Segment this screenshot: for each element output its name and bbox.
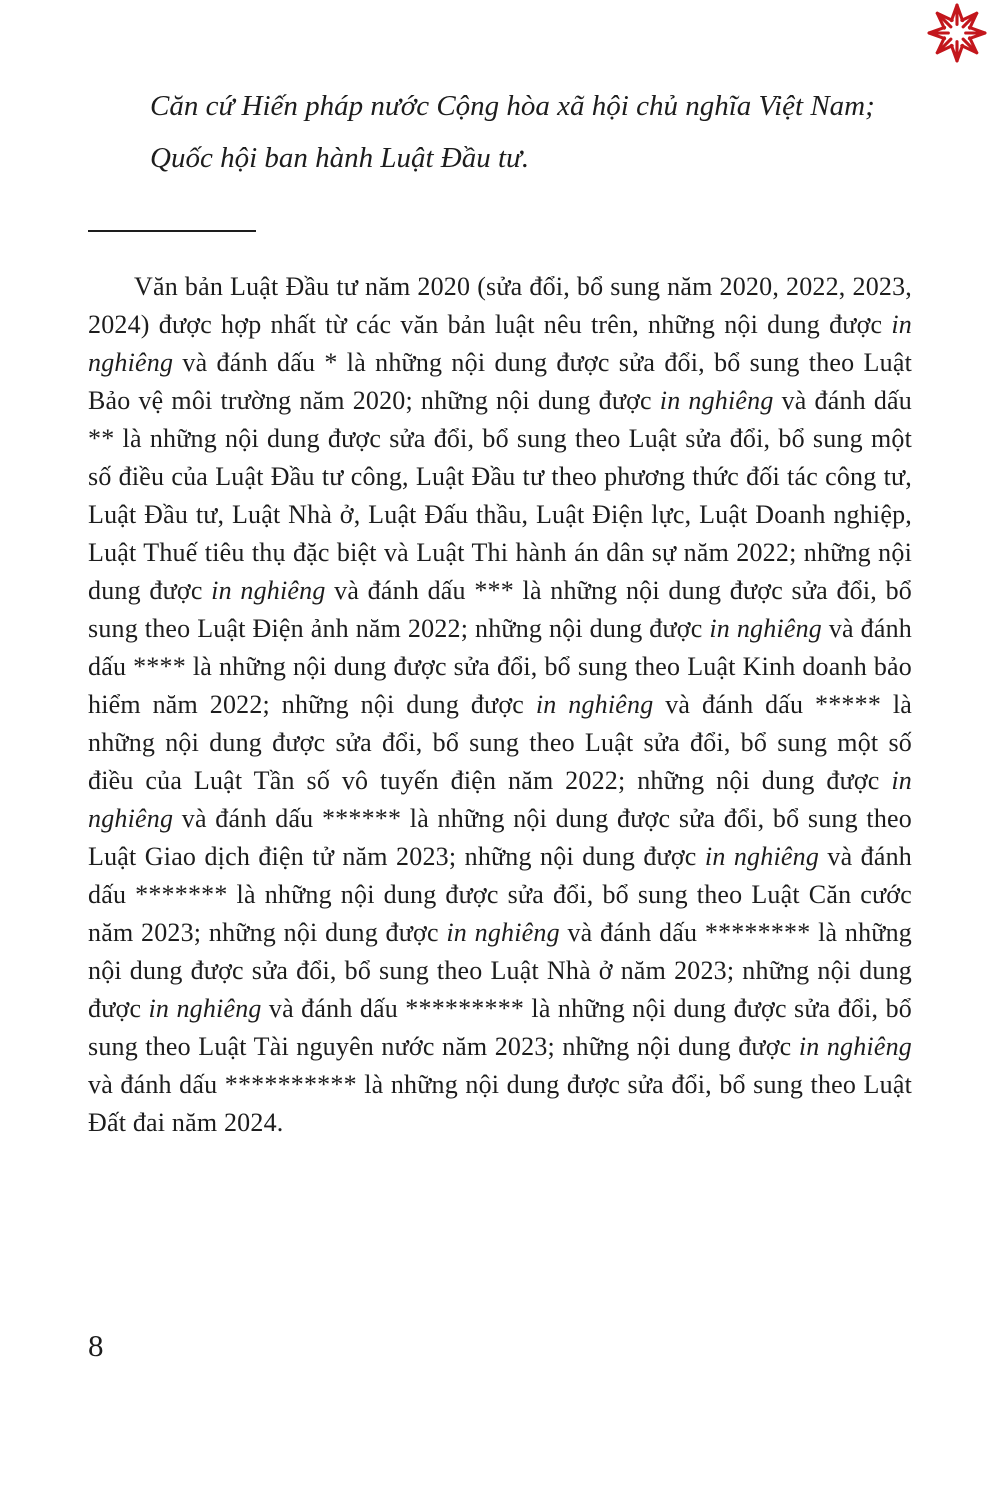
body-text: và đánh dấu *** là những nội dung được sửa đổi, bổ sung theo Luật Điện ảnh năm 2022; những nội dung được bbox=[88, 576, 912, 643]
preamble-line-2: Quốc hội ban hành Luật Đầu tư. bbox=[150, 142, 530, 174]
emphasized-text: in nghiêng bbox=[704, 842, 820, 871]
page-number: 8 bbox=[88, 1328, 104, 1363]
emphasized-text: in nghiêng bbox=[148, 994, 262, 1023]
emphasized-text: in nghiêng bbox=[88, 310, 912, 377]
body-text: và đánh dấu ****** là những nội dung được sửa đổi, bổ sung theo Luật Giao dịch điện tử năm 2023; những nội dung được bbox=[88, 804, 912, 871]
consolidation-note-paragraph bbox=[88, 268, 912, 1142]
emphasized-text: in nghiêng bbox=[709, 614, 822, 643]
body-text: Văn bản Luật Đầu tư năm 2020 (sửa đổi, bổ sung năm 2020, 2022, 2023, 2024) được hợp nhất từ các văn bản luật nêu trên, những nội dung được bbox=[88, 272, 912, 339]
body-text: và đánh dấu ******** là những nội dung được sửa đổi, bổ sung theo Luật Nhà ở năm 2023; những nội dung được bbox=[88, 918, 912, 1023]
emphasized-text: in nghiêng bbox=[88, 766, 912, 833]
body-text: và đánh dấu ********** là những nội dung được sửa đổi, bổ sung theo Luật Đất đai năm 2024. bbox=[88, 1070, 912, 1137]
preamble-line-1: Căn cứ Hiến pháp nước Cộng hòa xã hội chủ nghĩa Việt Nam; bbox=[150, 90, 875, 122]
emphasized-text: in nghiêng bbox=[535, 690, 654, 719]
body-text: và đánh dấu ******* là những nội dung được sửa đổi, bổ sung theo Luật Căn cước năm 2023; những nội dung được bbox=[88, 842, 912, 947]
body-text: và đánh dấu ** là những nội dung được sửa đổi, bổ sung theo Luật sửa đổi, bổ sung một số điều của Luật Đầu tư công, Luật Đầu tư theo phương thức đối tác công tư, Luật Đầu tư, Luật Nhà ở, Luật Đấu thầu, Luật Điện lực, Luật Doanh nghiệp, Luật Thuế tiêu thụ đặc biệt và Luật Thi hành án dân sự năm 2022; những nội dung được bbox=[88, 386, 912, 605]
publisher-logo-icon bbox=[926, 2, 988, 64]
emphasized-text: in nghiêng bbox=[798, 1032, 912, 1061]
preamble-block bbox=[88, 0, 912, 184]
emphasized-text: in nghiêng bbox=[211, 576, 326, 605]
emphasized-text: in nghiêng bbox=[659, 386, 774, 415]
section-divider bbox=[88, 230, 256, 232]
body-text: và đánh dấu ***** là những nội dung được sửa đổi, bổ sung theo Luật sửa đổi, bổ sung một số điều của Luật Tần số vô tuyến điện năm 2022; những nội dung được bbox=[88, 690, 912, 795]
body-text: và đánh dấu * là những nội dung được sửa đổi, bổ sung theo Luật Bảo vệ môi trường năm 2020; những nội dung được bbox=[88, 348, 912, 415]
emphasized-text: in nghiêng bbox=[446, 918, 560, 947]
body-text: và đánh dấu ********* là những nội dung được sửa đổi, bổ sung theo Luật Tài nguyên nước năm 2023; những nội dung được bbox=[88, 994, 912, 1061]
body-text: và đánh dấu **** là những nội dung được sửa đổi, bổ sung theo Luật Kinh doanh bảo hiểm năm 2022; những nội dung được bbox=[88, 614, 912, 719]
